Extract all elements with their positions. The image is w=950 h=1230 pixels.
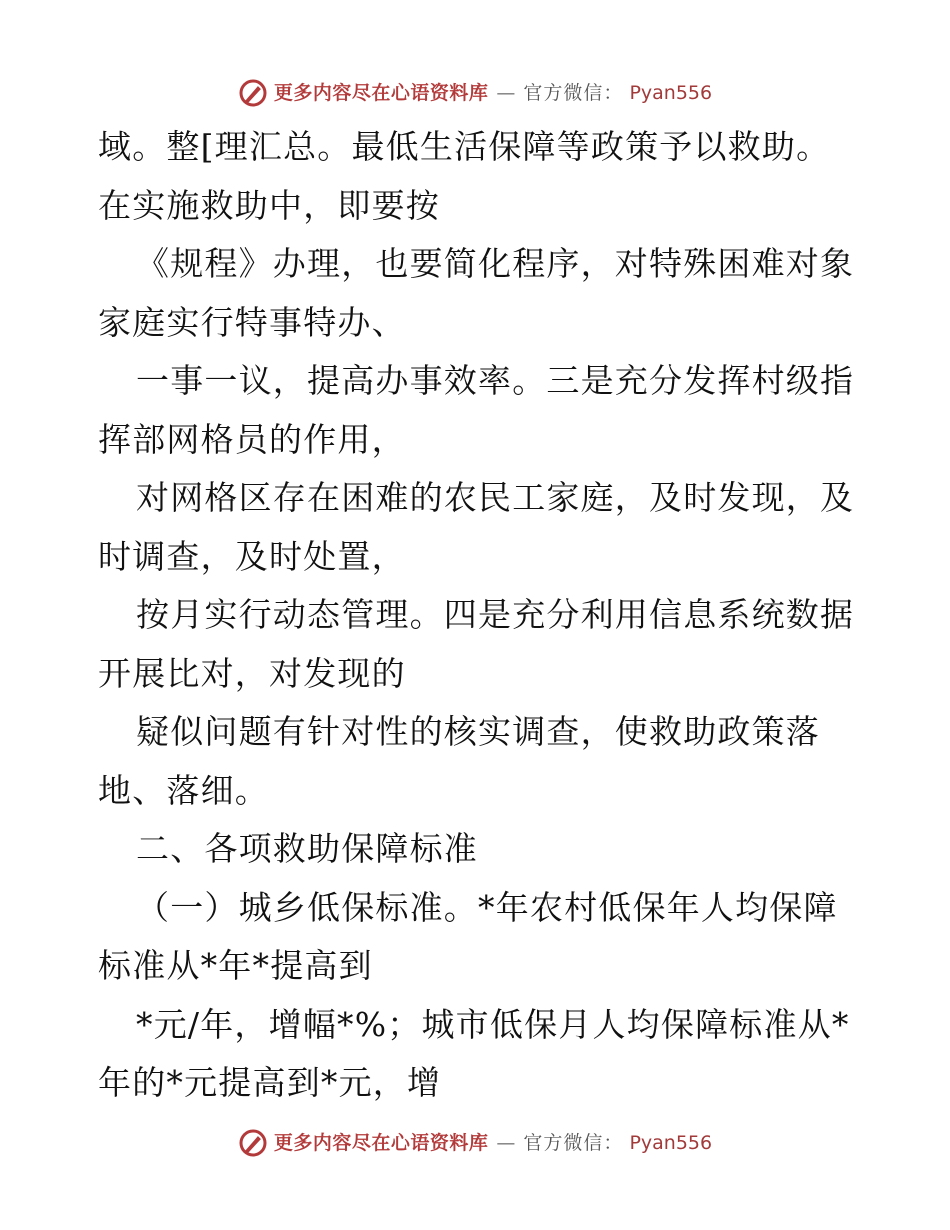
text-line: 一事一议，提高办事效率。三是充分发挥村级指	[136, 361, 855, 400]
banner-wechat-account: Pyan556	[629, 82, 713, 104]
banner-wechat-label: 官方微信：	[523, 82, 624, 104]
text-line: *元/年，增幅*%；城市低保月人均保障标准从*	[136, 1004, 850, 1044]
banner-site-name: 更多内容尽在心语资料库	[273, 82, 489, 104]
text-line: 地、落细。	[98, 770, 269, 810]
banner-dash: —	[496, 82, 516, 104]
text-line: 家庭实行特事特办、	[98, 302, 406, 342]
text-line: 时调查，及时处置，	[98, 536, 406, 576]
pen-seal-logo-icon	[238, 78, 268, 108]
text-line: 对网格区存在困难的农民工家庭，及时发现，及	[136, 478, 855, 517]
text-line: 按月实行动态管理。四是充分利用信息系统数据	[136, 595, 855, 634]
text-line: （一）城乡低保标准。*年农村低保年人均保障	[136, 887, 838, 927]
banner-wechat-label: 官方微信：	[523, 1132, 624, 1154]
text-line: 年的*元提高到*元，增	[98, 1063, 442, 1102]
footer-banner	[0, 1128, 950, 1158]
document-body	[98, 118, 858, 1113]
text-line: 疑似问题有针对性的核实调查，使救助政策落	[136, 712, 820, 751]
banner-site-name: 更多内容尽在心语资料库	[273, 1132, 489, 1154]
banner-dash: —	[496, 1132, 516, 1154]
text-line: 《规程》办理，也要简化程序，对特殊困难对象	[136, 244, 855, 283]
text-line: 在实施救助中，即要按	[98, 185, 440, 225]
section-heading: 二、各项救助保障标准	[136, 829, 478, 868]
text-line: 域。整[理汇总。最低生活保障等政策予以救助。	[98, 127, 831, 166]
header-banner	[0, 78, 950, 108]
text-line: 标准从*年*提高到	[98, 946, 373, 985]
text-line: 开展比对，对发现的	[98, 653, 406, 693]
banner-wechat-account: Pyan556	[629, 1132, 713, 1154]
pen-seal-logo-icon	[238, 1128, 268, 1158]
text-line: 挥部网格员的作用，	[98, 419, 406, 459]
